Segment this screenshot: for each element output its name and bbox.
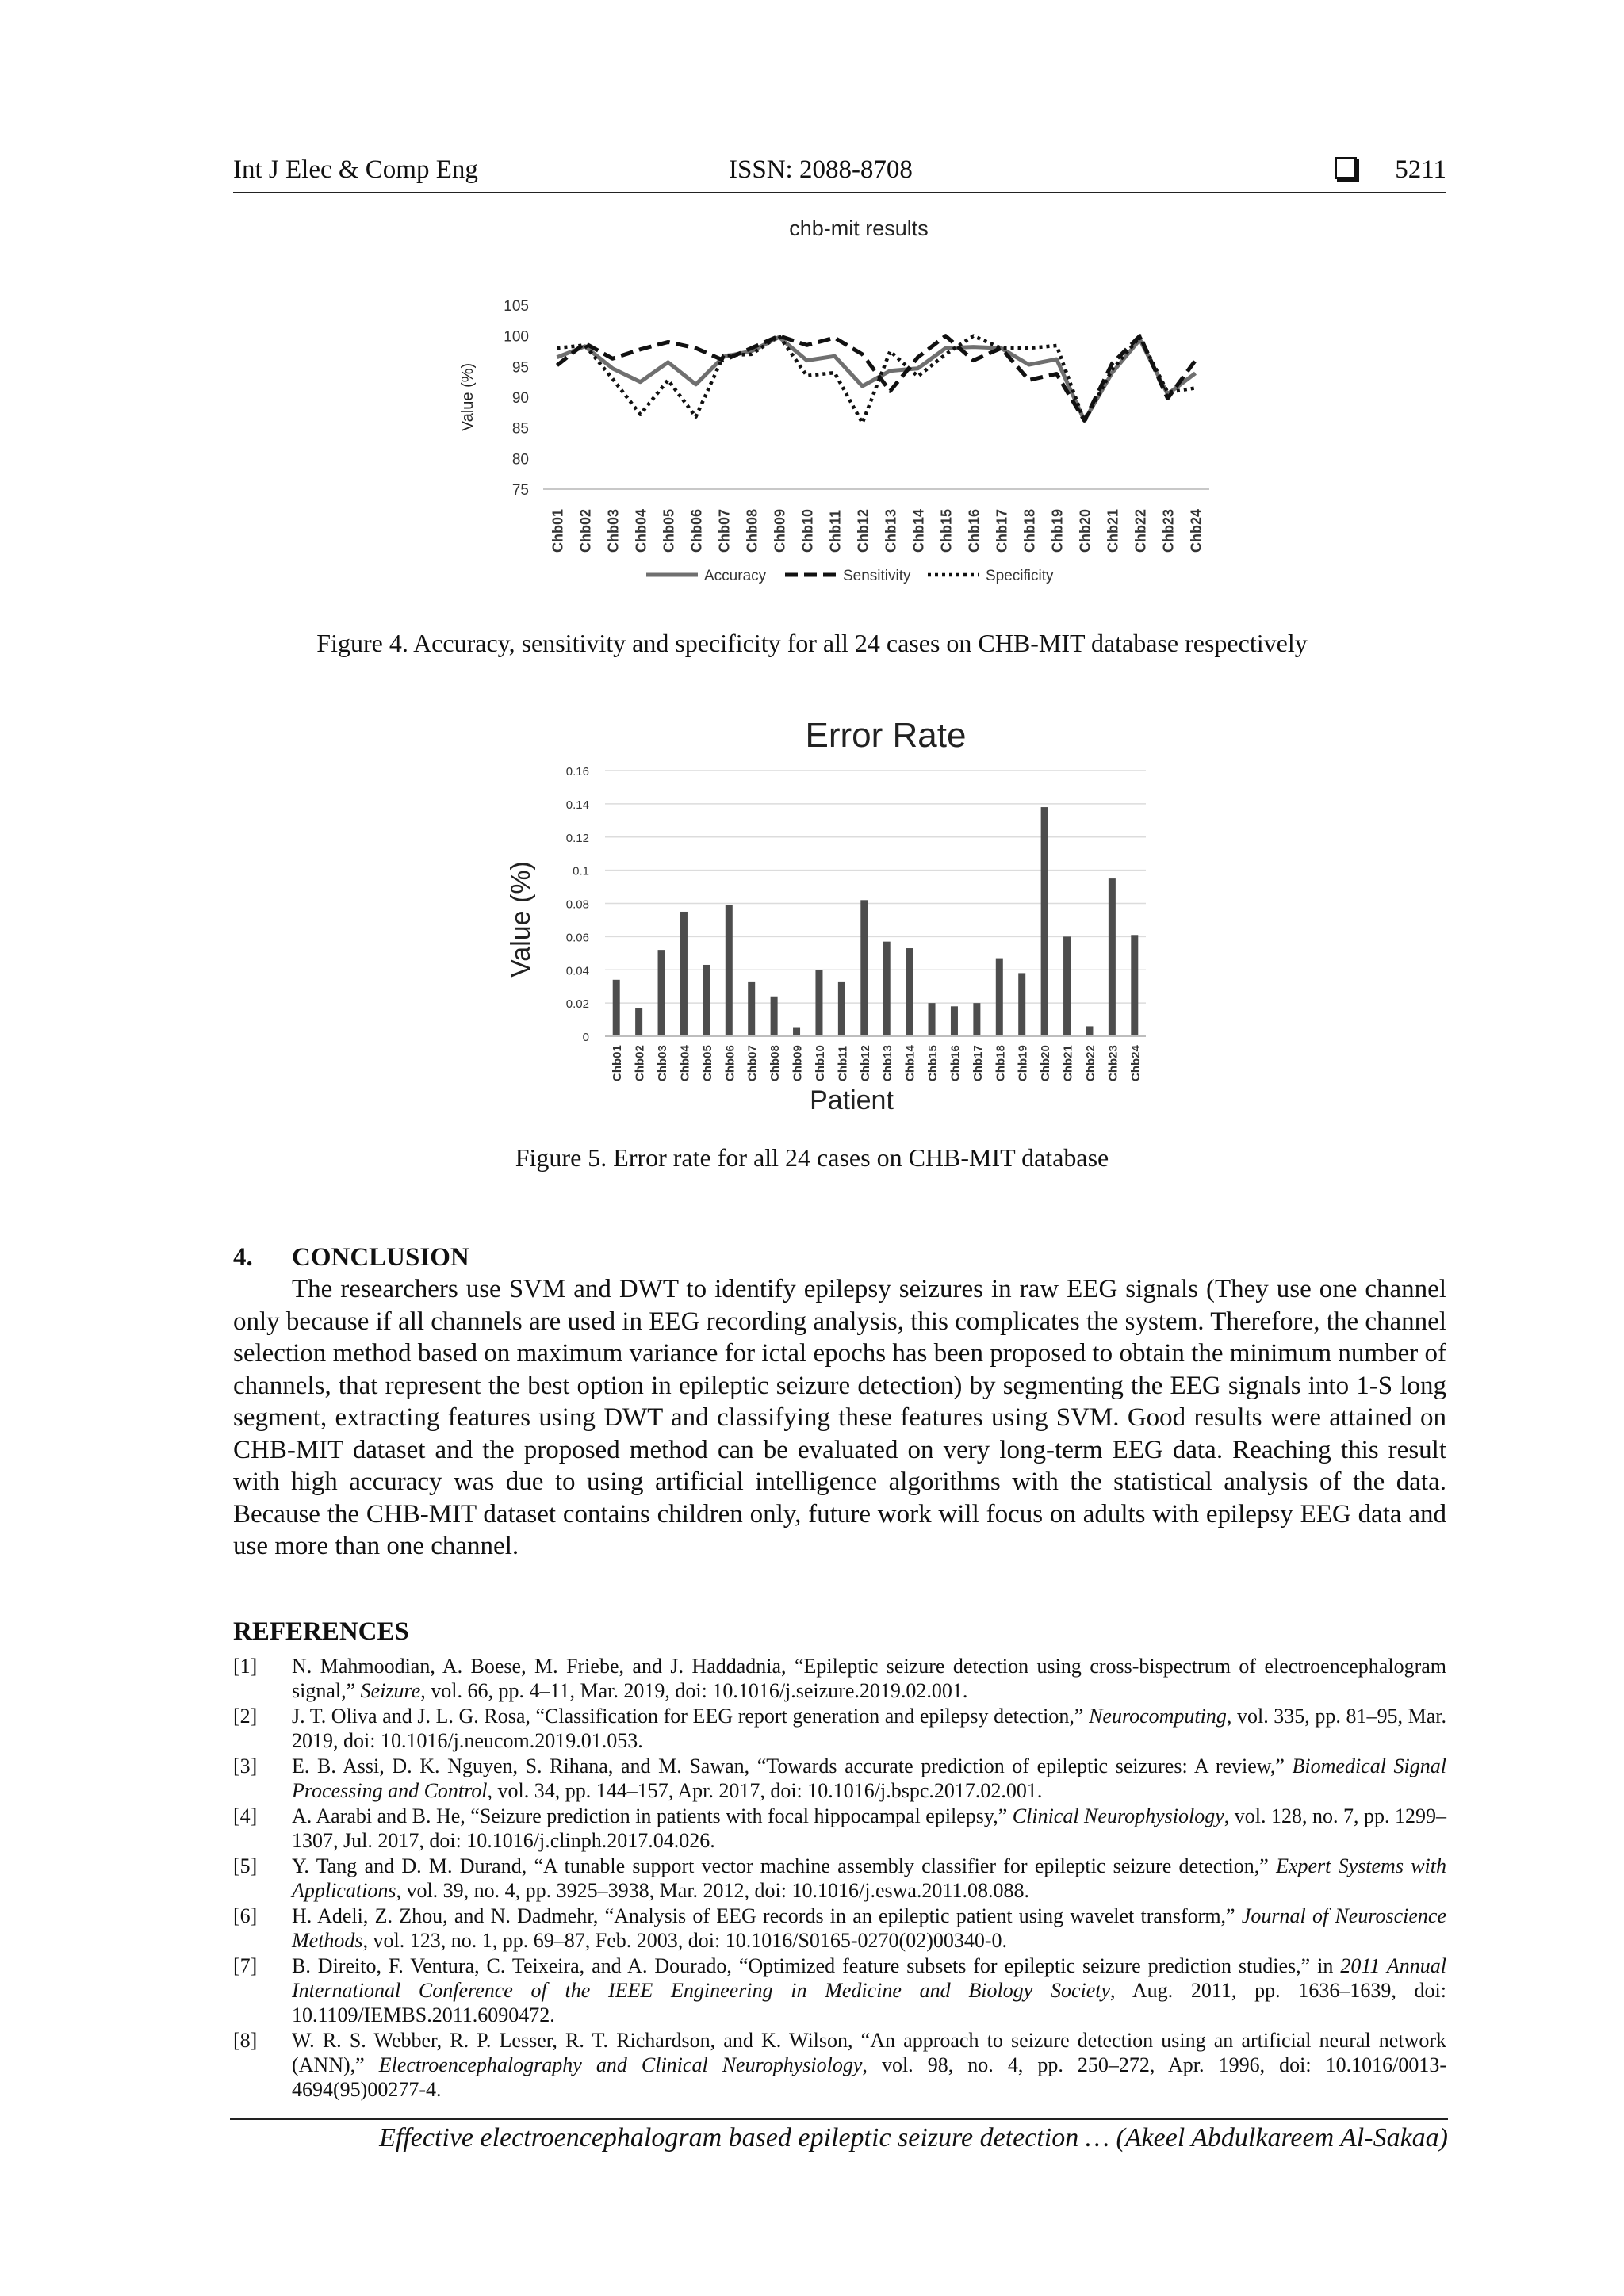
section-title: CONCLUSION <box>292 1243 469 1272</box>
x-tick-label: Chb04 <box>678 1045 692 1081</box>
x-tick-label: Chb10 <box>799 508 816 553</box>
bar <box>883 942 891 1036</box>
x-tick-label: Chb01 <box>611 1045 625 1081</box>
bar <box>613 980 620 1036</box>
x-tick-label: Chb01 <box>550 508 566 553</box>
bar <box>1131 935 1138 1036</box>
reference-text: E. B. Assi, D. K. Nguyen, S. Rihana, and M. Sawan, “Towards accurate prediction of epileptic seizures: A review,” Biomedical Signal Processing and Control, vol. 34, pp. 144–157, Apr. 2017, doi: 10.1016/j.bspc.2017.02.001. <box>292 1755 1447 1802</box>
x-tick-label: Chb09 <box>791 1045 805 1081</box>
journal-name: Int J Elec & Comp Eng <box>233 155 478 184</box>
x-tick-label: Chb13 <box>881 1045 895 1081</box>
bar <box>838 982 845 1036</box>
y-tick-label: 85 <box>511 420 529 438</box>
y-tick-label: 0.02 <box>565 997 589 1012</box>
reference-number: [6] <box>233 1904 258 1927</box>
square-bullet-icon <box>1335 157 1357 179</box>
y-tick-label: 90 <box>511 390 529 407</box>
bar <box>860 900 868 1036</box>
x-tick-label: Chb14 <box>903 1045 917 1081</box>
x-tick-label: Chb09 <box>772 508 788 553</box>
x-tick-label: Chb03 <box>656 1045 670 1081</box>
bar <box>1109 878 1116 1036</box>
page-number: 5211 <box>1395 155 1446 184</box>
legend-label-sensitivity: Sensitivity <box>843 568 911 584</box>
y-tick-label: 75 <box>511 482 529 499</box>
bar <box>1018 973 1025 1036</box>
x-tick-label: Chb23 <box>1106 1045 1120 1081</box>
bar <box>906 948 913 1036</box>
x-tick-label: Chb23 <box>1160 508 1177 553</box>
y-axis-label: Value (%) <box>506 861 536 978</box>
bar <box>996 959 1003 1036</box>
chart-title: Error Rate <box>805 716 967 755</box>
bar <box>929 1003 936 1036</box>
reference-item <box>233 1804 1446 1853</box>
x-tick-label: Chb15 <box>938 508 955 553</box>
x-tick-label: Chb19 <box>1049 508 1066 553</box>
chart-title: chb-mit results <box>789 216 929 240</box>
reference-item <box>233 1954 1446 2027</box>
reference-number: [8] <box>233 2029 258 2052</box>
x-tick-label: Chb16 <box>948 1045 963 1081</box>
issn: ISSN: 2088-8708 <box>729 155 913 184</box>
x-tick-label: Chb08 <box>768 1045 783 1081</box>
x-tick-label: Chb07 <box>745 1045 760 1081</box>
reference-item <box>233 1904 1446 1953</box>
y-tick-label: 0.16 <box>565 765 589 779</box>
x-tick-label: Chb18 <box>1021 508 1038 553</box>
bar <box>748 982 755 1036</box>
reference-text: B. Direito, F. Ventura, C. Teixeira, and A. Dourado, “Optimized feature subsets for epileptic seizure prediction studies,” in 2011 Annual International Conference of the IEEE Engineering in Medicine and Biology Society, Aug. 2011, pp. 1636–1639, doi: 10.1109/IEMBS.2011.6090472. <box>292 1954 1446 2026</box>
reference-item <box>233 1704 1446 1753</box>
x-tick-label: Chb16 <box>966 508 982 553</box>
reference-text: W. R. S. Webber, R. P. Lesser, R. T. Richardson, and K. Wilson, “An approach to seizure detection using an artificial neural network (ANN),” Electroencephalography and Clinical Neurophysiology, vol. 98, no. 4, pp. 250–272, Apr. 1996, doi: 10.1016/0013-4694(95)00277-4. <box>292 2029 1446 2101</box>
reference-number: [7] <box>233 1954 258 1977</box>
bar <box>658 950 665 1036</box>
bar <box>726 905 733 1036</box>
reference-text: A. Aarabi and B. He, “Seizure prediction in patients with focal hippocampal epilepsy,” Clinical Neurophysiology, vol. 128, no. 7, pp. 1299–1307, Jul. 2017, doi: 10.1016/j.clinph.2017.04.026. <box>292 1804 1446 1852</box>
x-tick-label: Chb22 <box>1132 508 1149 553</box>
x-tick-label: Chb21 <box>1061 1045 1075 1081</box>
x-tick-label: Chb12 <box>858 1045 872 1081</box>
references-list <box>233 1654 1446 2103</box>
x-tick-label: Chb22 <box>1083 1045 1097 1081</box>
x-tick-label: Chb05 <box>700 1045 714 1081</box>
y-tick-label: 0.04 <box>565 964 589 978</box>
figure-4-caption: Figure 4. Accuracy, sensitivity and specificity for all 24 cases on CHB-MIT database respectively <box>316 629 1308 657</box>
y-tick-label: 0.06 <box>565 931 589 945</box>
reference-text: H. Adeli, Z. Zhou, and N. Dadmehr, “Analysis of EEG records in an epileptic patient using wavelet transform,” Journal of Neuroscience Methods, vol. 123, no. 1, pp. 69–87, Feb. 2003, doi: 10.1016/S0165-0270(02)00340-0. <box>292 1904 1446 1952</box>
x-tick-label: Chb24 <box>1128 1045 1143 1081</box>
x-tick-label: Chb17 <box>994 508 1010 553</box>
page-header <box>233 155 1446 193</box>
reference-item <box>233 1654 1446 1703</box>
reference-item <box>233 1754 1446 1803</box>
bar <box>1063 936 1071 1036</box>
conclusion-paragraph: The researchers use SVM and DWT to identify epilepsy seizures in raw EEG signals (They use one channel only because if all channels are used in EEG recording analysis, this complicates the system. Therefore, the channel selection method based on maximum variance for ictal epochs has been proposed to obtain the minimum number of channels, that represent the best option in epileptic seizure detection) by segmenting the EEG signals into 1-S long segment, extracting features using DWT and classifying these features using SVM. Good results were attained on CHB-MIT dataset and the proposed method can be evaluated on very long-term EEG data. Reaching this result with high accuracy was due to using artificial intelligence algorithms with the statistical analysis of the data. Because the CHB-MIT dataset contains children only, future work will focus on adults with epilepsy EEG data and use more than one channel. <box>233 1275 1446 1560</box>
x-tick-label: Chb02 <box>577 508 594 553</box>
y-axis-label: Value (%) <box>459 362 477 432</box>
x-tick-label: Chb18 <box>994 1045 1008 1081</box>
x-tick-label: Chb24 <box>1188 508 1205 553</box>
figure-5-caption: Figure 5. Error rate for all 24 cases on CHB-MIT database <box>515 1143 1109 1172</box>
reference-number: [4] <box>233 1804 258 1827</box>
figure-5-bar-chart <box>468 698 1340 1126</box>
x-tick-label: Chb14 <box>910 508 927 553</box>
bar <box>635 1008 642 1036</box>
section-number: 4. <box>233 1243 253 1272</box>
legend-label-specificity: Specificity <box>986 568 1054 584</box>
bar <box>973 1003 980 1036</box>
section-heading <box>233 1243 469 1272</box>
y-tick-label: 80 <box>511 451 529 469</box>
y-tick-label: 0 <box>582 1031 589 1044</box>
bar <box>951 1006 958 1036</box>
y-tick-label: 105 <box>504 298 529 315</box>
y-tick-label: 95 <box>511 359 529 377</box>
references-heading: REFERENCES <box>233 1617 409 1646</box>
bar <box>815 970 822 1036</box>
reference-number: [5] <box>233 1854 258 1877</box>
series-line-accuracy <box>557 337 1196 420</box>
y-tick-label: 0.12 <box>565 831 589 845</box>
x-tick-label: Chb19 <box>1016 1045 1030 1081</box>
reference-item <box>233 1854 1446 1903</box>
x-tick-label: Chb03 <box>605 508 622 553</box>
figure-4-line-chart <box>444 210 1316 607</box>
x-tick-label: Chb02 <box>633 1045 647 1081</box>
x-tick-label: Chb04 <box>633 508 649 553</box>
running-footer: Effective electroencephalogram based epileptic seizure detection … (Akeel Abdulkareem Al-Sakaa) <box>379 2123 1448 2152</box>
x-tick-label: Chb11 <box>827 509 844 553</box>
x-tick-label: Chb10 <box>813 1045 827 1081</box>
x-tick-label: Chb06 <box>688 508 705 553</box>
reference-text: N. Mahmoodian, A. Boese, M. Friebe, and J. Haddadnia, “Epileptic seizure detection using cross-bispectrum of electroencephalogram signal,” Seizure, vol. 66, pp. 4–11, Mar. 2019, doi: 10.1016/j.seizure.2019.02.001. <box>292 1655 1446 1702</box>
reference-number: [2] <box>233 1705 258 1728</box>
x-tick-label: Chb08 <box>744 508 760 553</box>
bar <box>680 912 688 1036</box>
y-tick-label: 0.1 <box>573 864 589 878</box>
bar <box>793 1028 800 1036</box>
x-tick-label: Chb11 <box>836 1045 850 1081</box>
x-tick-label: Chb07 <box>716 508 733 553</box>
footer-rule <box>230 2118 1448 2120</box>
x-tick-label: Chb05 <box>661 508 677 553</box>
reference-text: Y. Tang and D. M. Durand, “A tunable support vector machine assembly classifier for epileptic seizure detection,” Expert Systems with Applications, vol. 39, no. 4, pp. 3925–3938, Mar. 2012, doi: 10.1016/j.eswa.2011.08.088. <box>292 1854 1446 1902</box>
x-tick-label: Chb21 <box>1105 508 1121 553</box>
reference-number: [1] <box>233 1655 258 1678</box>
y-tick-label: 100 <box>504 328 529 346</box>
x-tick-label: Chb20 <box>1039 1045 1053 1081</box>
x-tick-label: Chb06 <box>723 1045 737 1081</box>
x-tick-label: Chb15 <box>926 1045 940 1081</box>
reference-item <box>233 2028 1446 2102</box>
bar <box>1086 1026 1093 1036</box>
legend-label-accuracy: Accuracy <box>704 568 767 584</box>
bar <box>703 965 710 1036</box>
y-tick-label: 0.08 <box>565 897 589 912</box>
bar <box>771 997 778 1036</box>
x-tick-label: Chb20 <box>1077 508 1094 553</box>
reference-number: [3] <box>233 1755 258 1777</box>
x-tick-label: Chb13 <box>883 508 899 553</box>
bar <box>1041 807 1048 1036</box>
x-tick-label: Chb12 <box>855 508 871 553</box>
page-number-group <box>1335 155 1446 185</box>
x-tick-label: Chb17 <box>971 1045 985 1081</box>
reference-text: J. T. Oliva and J. L. G. Rosa, “Classification for EEG report generation and epilepsy detection,” Neurocomputing, vol. 335, pp. 81–95, Mar. 2019, doi: 10.1016/j.neucom.2019.01.053. <box>292 1705 1447 1752</box>
y-tick-label: 0.14 <box>565 798 589 812</box>
x-axis-label: Patient <box>810 1085 894 1115</box>
